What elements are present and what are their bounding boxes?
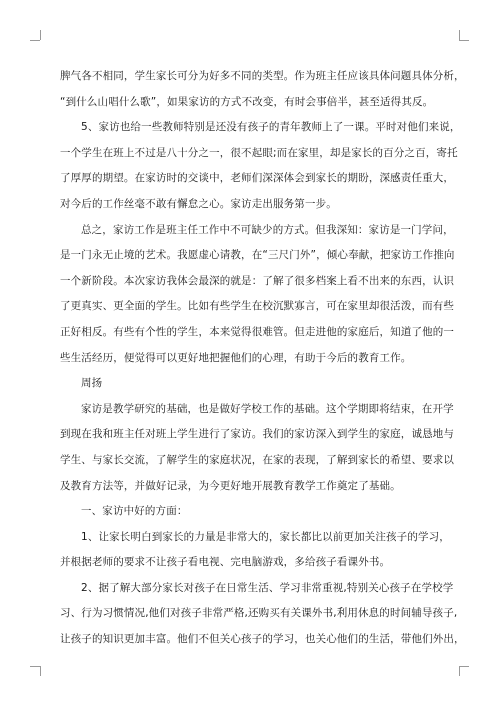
paragraph-summary bbox=[60, 218, 455, 372]
text-line: 学生、与家长交流，了解学生的家庭状况，在家的表现，了解到家长的希望、要求以 bbox=[60, 453, 455, 466]
crop-mark-bottom-left-vertical bbox=[40, 666, 41, 676]
text-line: 一个新阶段。本次家访我体会最深的就是：了解了很多档案上看不出来的东西，认识 bbox=[60, 274, 455, 287]
paragraph-point-1 bbox=[60, 525, 450, 576]
text-line: 对今后的工作丝毫不敢有懈怠之心。家访走出服务第一步。 bbox=[60, 197, 337, 210]
crop-mark-bottom-right-vertical bbox=[459, 666, 460, 676]
section-heading bbox=[60, 499, 442, 525]
author-name: 周扬 bbox=[81, 377, 103, 390]
crop-mark-bottom-right-horizontal bbox=[459, 666, 469, 667]
text-line: 总之，家访工作是班主任工作中不可缺少的方式。但我深知：家访是一门学问， bbox=[81, 223, 454, 236]
text-line: 2、据了解大部分家长对孩子在日常生活、学习非常重视,特别关心孩子在学校学 bbox=[81, 581, 454, 594]
text-line: 正好相反。有些有个性的学生，本来觉得很难管。但走进他的家庭后，知道了他的一 bbox=[60, 325, 455, 338]
paragraph-intro bbox=[60, 397, 455, 499]
text-line: 习、行为习惯情况,他们对孩子非常严格,还购买有关课外书,利用休息的时间辅导孩子, bbox=[60, 607, 458, 620]
document-body bbox=[60, 64, 465, 653]
crop-mark-bottom-left-horizontal bbox=[30, 666, 40, 667]
text-line: 了厚厚的期望。在家访时的交谈中，老师们深深体会到家长的期盼，深感责任重大， bbox=[60, 172, 455, 185]
text-line: 5、家访也给一些教师特别是还没有孩子的青年教师上了一课。平时对他们来说， bbox=[81, 121, 461, 134]
text-line: 脾气各不相同，学生家长可分为好多不同的类型。作为班主任应该具体问题具体分析， bbox=[60, 70, 465, 82]
text-line: 及教育方法等，并做好记录，为今更好地开展教育教学工作奠定了基础。 bbox=[60, 479, 401, 492]
text-line: 是一门永无止境的艺术。我愿虚心请教，在“三尺门外”，倾心奉献，把家访工作推向 bbox=[60, 249, 455, 262]
crop-mark-top-right-vertical bbox=[459, 30, 460, 40]
text-line: 1、让家长明白到家长的力量是非常大的，家长都比以前更加关注孩子的学习， bbox=[81, 530, 450, 543]
paragraph-continued bbox=[60, 64, 465, 115]
text-line: 些生活经历，便觉得可以更好地把握他们的心理，有助于今后的教育工作。 bbox=[60, 351, 412, 364]
section-heading-text: 一、家访中好的方面： bbox=[81, 505, 188, 518]
text-line: 了更真实、更全面的学生。比如有些学生在校沉默寡言，可在家里却很活泼，而有些 bbox=[60, 300, 455, 313]
text-line: “到什么山唱什么歌”，如果家访的方式不改变，有时会事倍半，甚至适得其反。 bbox=[60, 95, 434, 108]
crop-mark-top-right-horizontal bbox=[459, 40, 469, 41]
paragraph-point-2 bbox=[60, 576, 465, 653]
text-line: 并根据老师的要求不让孩子看电视、完电脑游戏，多给孩子看课外书。 bbox=[60, 556, 391, 569]
crop-mark-top-left-horizontal bbox=[30, 40, 40, 41]
text-line: 到现在我和班主任对班上学生进行了家访。我们的家访深入到学生的家庭，诚恳地与 bbox=[60, 428, 455, 441]
paragraph-author-name bbox=[60, 371, 442, 397]
paragraph-point-5 bbox=[60, 115, 461, 217]
text-line: 一个学生在班上不过是八十分之一，很不起眼;而在家里，却是家长的百分之百，寄托 bbox=[60, 146, 458, 159]
text-line: 让孩子的知识更加丰富。他们不但关心孩子的学习，也关心他们的生活，带他们外出， bbox=[60, 633, 465, 646]
text-line: 家访是教学研究的基础，也是做好学校工作的基础。这个学期即将结束，在开学 bbox=[81, 402, 454, 415]
crop-mark-top-left-vertical bbox=[40, 30, 41, 40]
